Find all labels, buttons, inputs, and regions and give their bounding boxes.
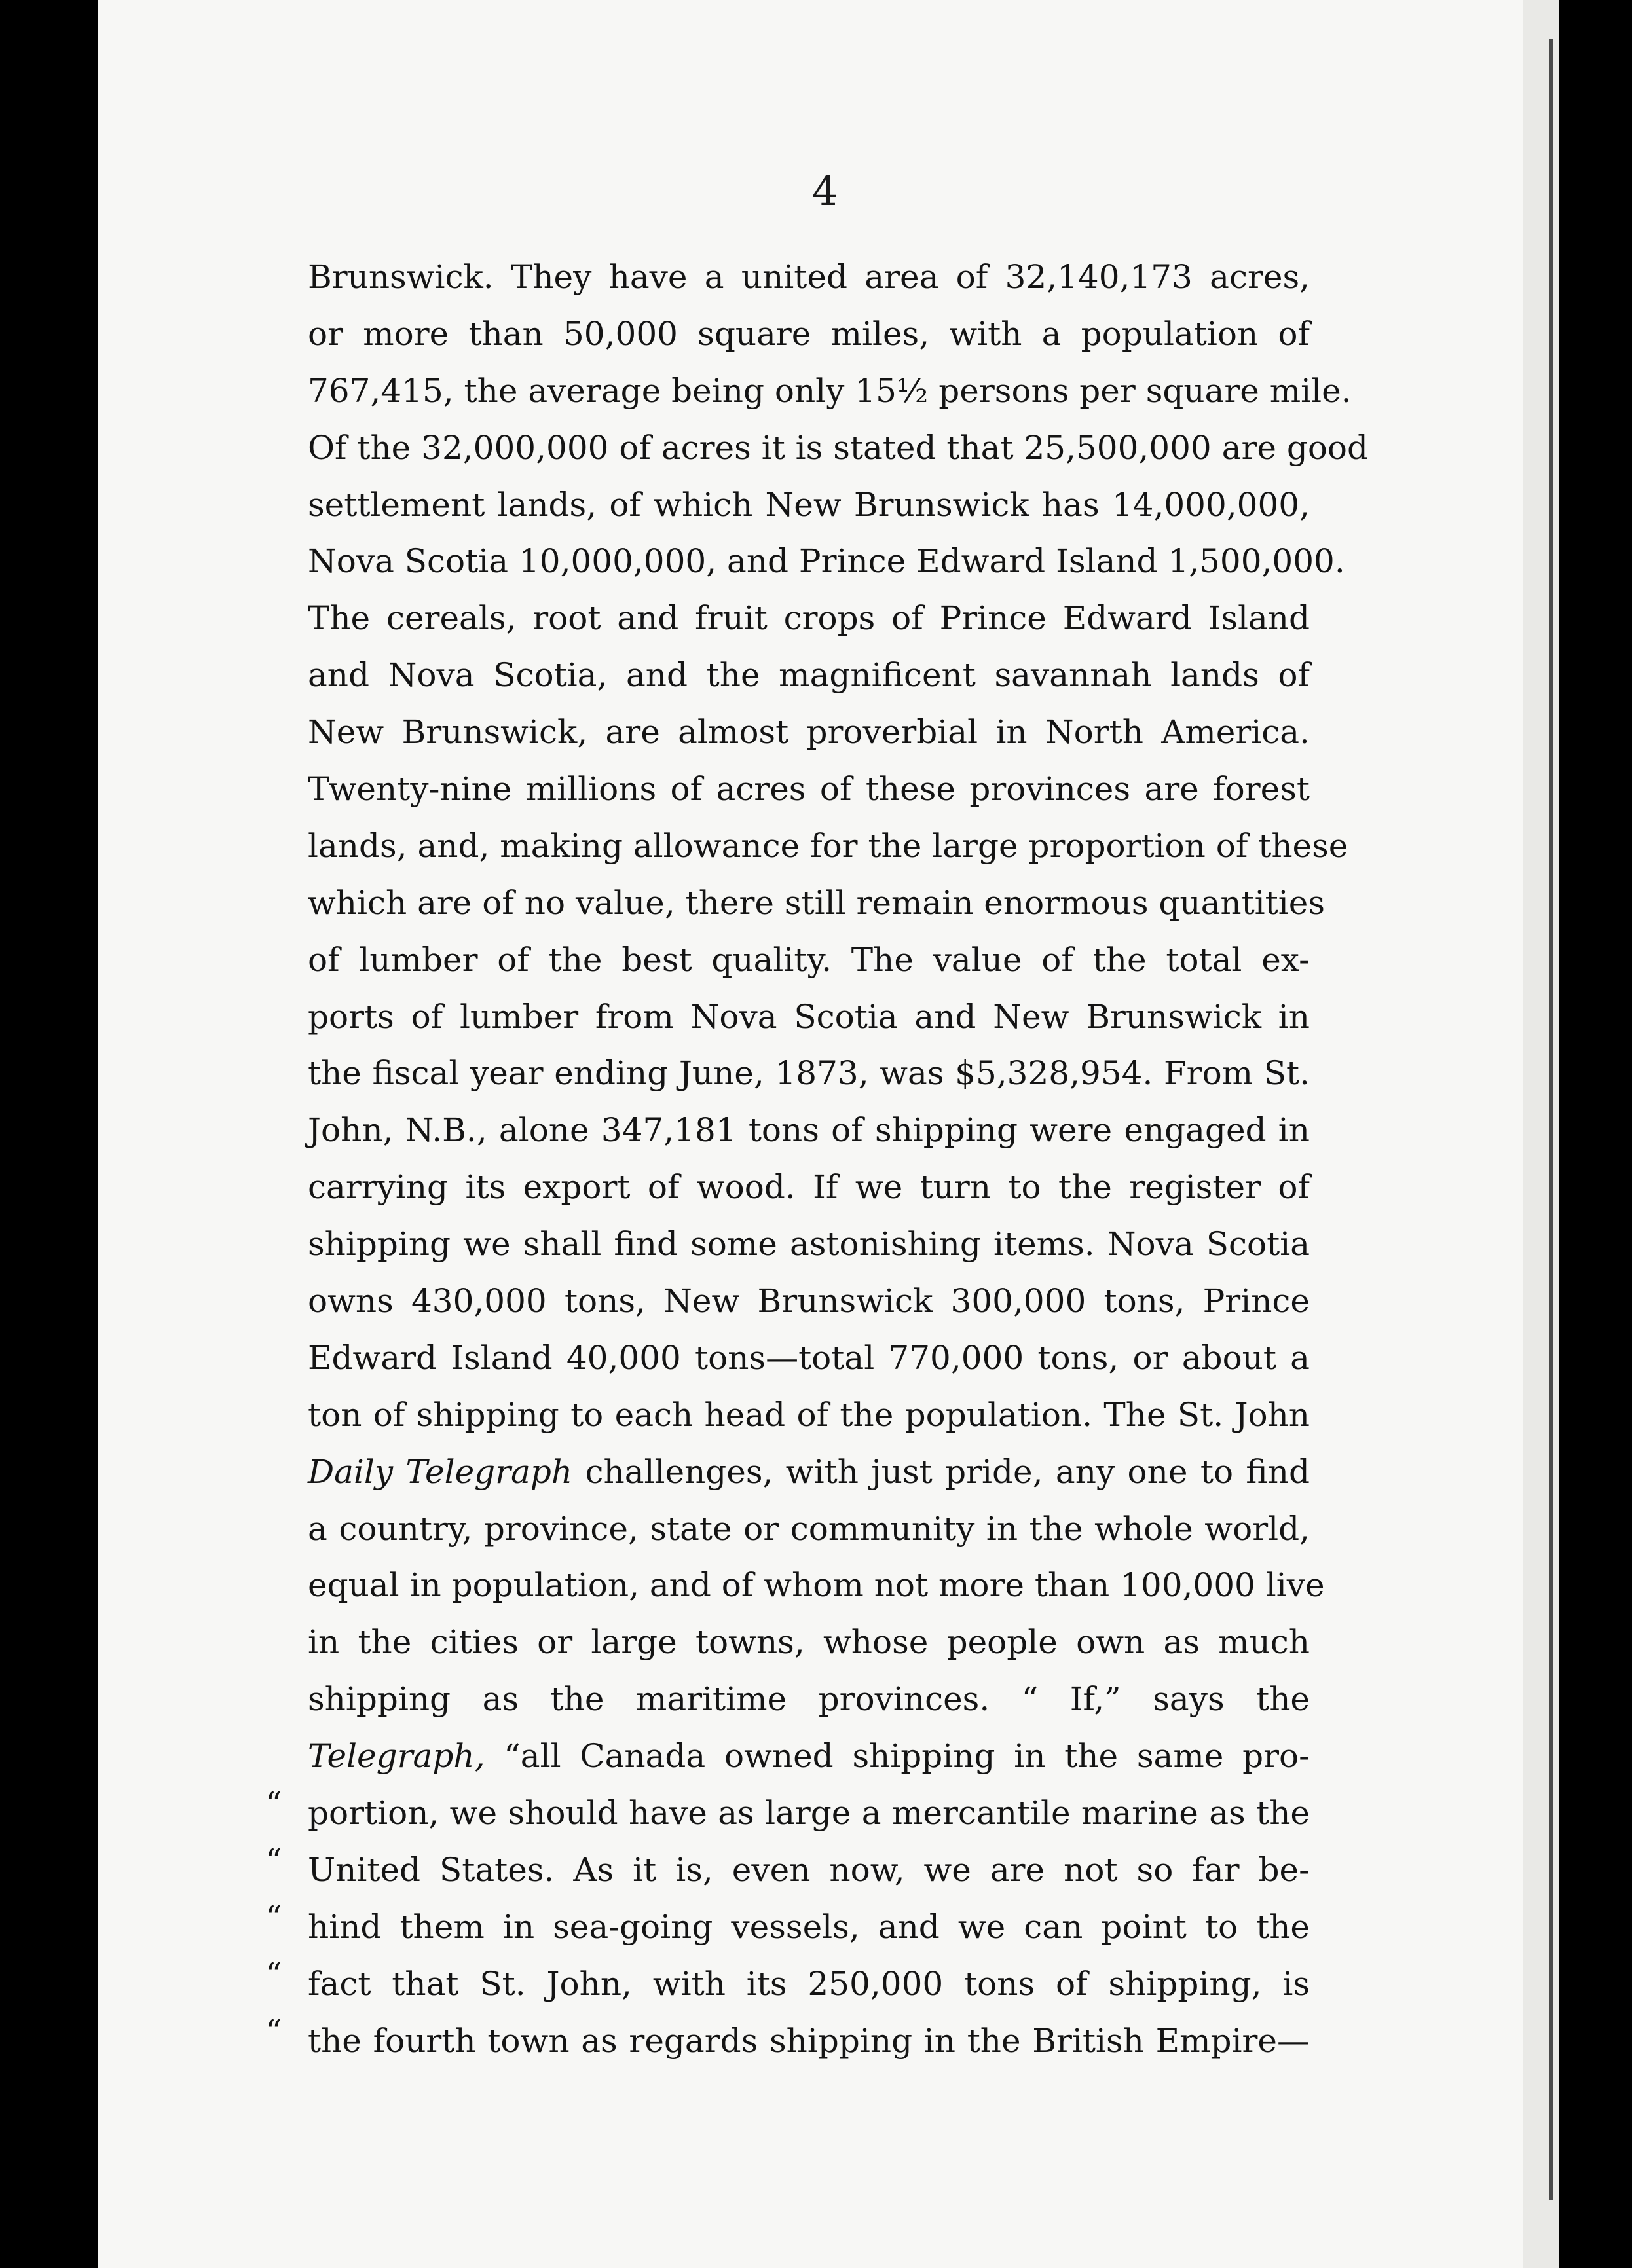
line-text: fact that St. John, with its 250,000 tons of shipping, is <box>308 1964 1310 2003</box>
line-text: ports of lumber from Nova Scotia and New Brunswick in <box>308 997 1310 1036</box>
line-text: in the cities or large towns, whose people own as much <box>308 1623 1310 1662</box>
line-text: 767,415, the average being only 15½ persons per square mile. <box>308 371 1352 410</box>
hanging-quote-mark: “ <box>265 1899 282 1937</box>
line-text: Twenty-nine millions of acres of these provinces are forest <box>308 770 1310 809</box>
text-line <box>308 306 1310 363</box>
line-text: of lumber of the best quality. The value of the total ex- <box>308 940 1310 979</box>
line-text: Nova Scotia 10,000,000, and Prince Edward Island 1,500,000. <box>308 542 1345 581</box>
italic-title: Daily Telegraph <box>308 1452 573 1491</box>
line-text: or more than 50,000 square miles, with a population of <box>308 314 1310 353</box>
line-text: United States. As it is, even now, we are not so far be- <box>308 1850 1310 1889</box>
text-line <box>308 1159 1310 1216</box>
line-text: settlement lands, of which New Brunswick has 14,000,000, <box>308 485 1310 524</box>
italic-title: Telegraph, <box>308 1737 485 1776</box>
right-edge <box>1559 0 1632 2268</box>
line-text: a country, province, state or community in the whole world, <box>308 1509 1310 1548</box>
text-line <box>308 477 1310 534</box>
text-line <box>308 989 1310 1046</box>
text-line <box>308 1444 1310 1501</box>
line-text: Brunswick. They have a united area of 32,140,173 acres, <box>308 258 1310 296</box>
text-line <box>308 1045 1310 1102</box>
line-text: John, N.B., alone 347,181 tons of shipping were engaged in <box>308 1111 1310 1150</box>
text-line <box>308 875 1326 932</box>
spine-shadow <box>1549 39 1553 2200</box>
text-line <box>308 533 1345 590</box>
line-text: challenges, with just pride, any one to find <box>572 1452 1310 1491</box>
text-line <box>308 590 1310 647</box>
page-spine <box>1523 0 1559 2268</box>
hanging-quote-mark: “ <box>265 1785 282 1823</box>
text-line <box>308 818 1348 875</box>
line-text: shipping we shall find some astonishing items. Nova Scotia <box>308 1225 1310 1264</box>
page-number: 4 <box>812 167 838 215</box>
text-line <box>308 1557 1325 1614</box>
text-line <box>308 1785 1310 1842</box>
text-line <box>308 1330 1310 1387</box>
line-text: carrying its export of wood. If we turn to the register of <box>308 1168 1310 1207</box>
hanging-quote-mark: “ <box>265 2012 282 2051</box>
text-line <box>308 1387 1310 1444</box>
line-text: shipping as the maritime provinces. “ If,” says the <box>308 1680 1310 1719</box>
line-text: “all Canada owned shipping in the same pro- <box>485 1737 1310 1776</box>
line-text: lands, and, making allowance for the large proportion of these <box>308 826 1348 865</box>
line-text: The cereals, root and fruit crops of Prince Edward Island <box>308 599 1310 638</box>
text-line <box>308 1842 1310 1899</box>
line-text: hind them in sea-going vessels, and we can point to the <box>308 1907 1310 1946</box>
text-line <box>308 647 1310 704</box>
text-line <box>308 363 1352 420</box>
text-line <box>308 1216 1310 1273</box>
text-line <box>308 249 1310 306</box>
line-text: and Nova Scotia, and the magnificent savannah lands of <box>308 656 1310 695</box>
text-line <box>308 1102 1310 1159</box>
line-text: Edward Island 40,000 tons—total 770,000 tons, or about a <box>308 1338 1310 1377</box>
text-line <box>308 932 1310 989</box>
line-text: New Brunswick, are almost proverbial in North America. <box>308 713 1310 752</box>
text-line <box>308 1614 1310 1671</box>
hanging-quote-mark: “ <box>265 1956 282 1994</box>
line-text: the fourth town as regards shipping in the British Empire— <box>308 2021 1310 2060</box>
text-line <box>308 1501 1310 1558</box>
text-line <box>308 1956 1310 2013</box>
line-text: equal in population, and of whom not more than 100,000 live <box>308 1566 1325 1605</box>
text-line <box>308 2013 1310 2070</box>
line-text: which are of no value, there still remain enormous quantities <box>308 883 1326 922</box>
line-text: portion, we should have as large a mercantile marine as the <box>308 1794 1310 1833</box>
text-line <box>308 1728 1310 1785</box>
hanging-quote-mark: “ <box>265 1842 282 1880</box>
text-line <box>308 761 1310 818</box>
line-text: ton of shipping to each head of the population. The St. John <box>308 1395 1310 1434</box>
line-text: the fiscal year ending June, 1873, was $5,328,954. From St. <box>308 1054 1310 1093</box>
text-line <box>308 1671 1310 1728</box>
line-text: Of the 32,000,000 of acres it is stated that 25,500,000 are good <box>308 428 1369 467</box>
text-line <box>308 1899 1310 1956</box>
body-text <box>308 249 1369 2070</box>
text-line <box>308 704 1310 761</box>
line-text: owns 430,000 tons, New Brunswick 300,000 tons, Prince <box>308 1282 1310 1321</box>
text-line <box>308 420 1369 477</box>
text-line <box>308 1273 1310 1330</box>
